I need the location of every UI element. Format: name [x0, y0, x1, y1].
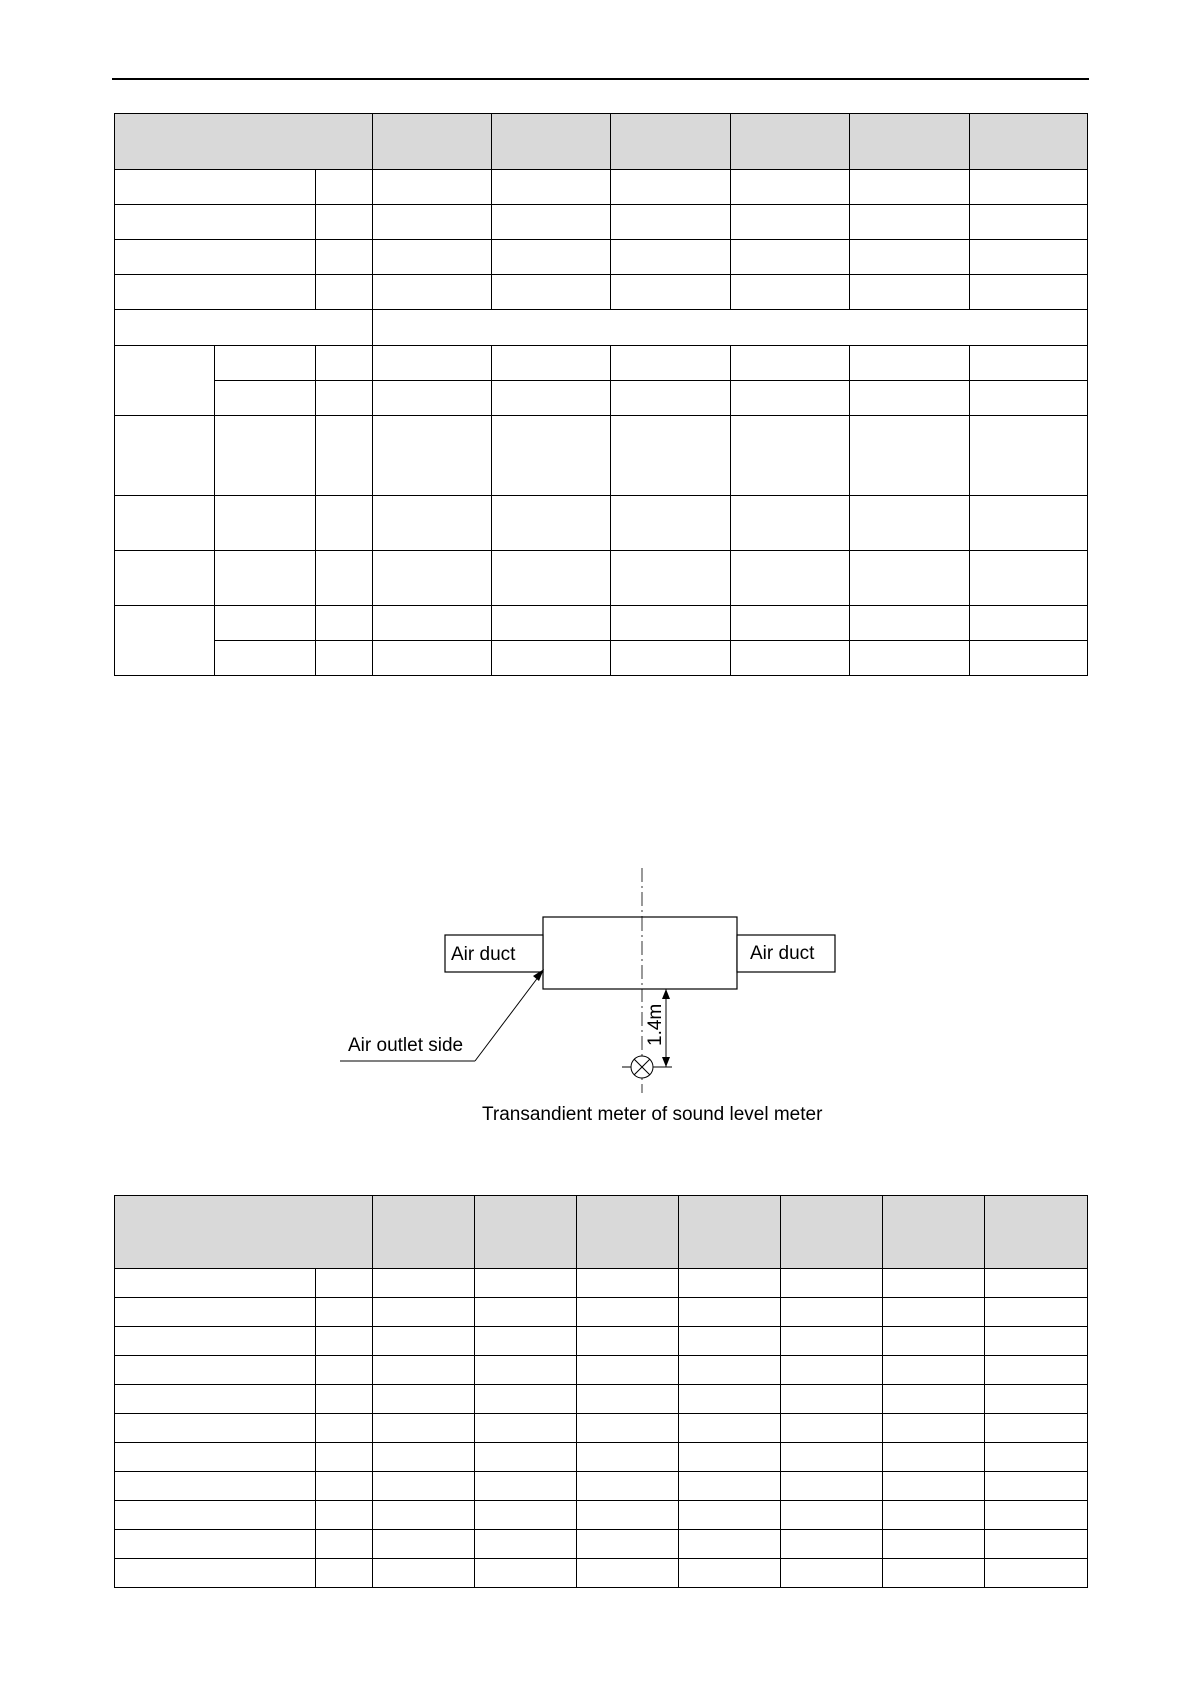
- header-rule: [112, 78, 1089, 80]
- table-row: [115, 1559, 1088, 1588]
- table-row: [115, 1298, 1088, 1327]
- table-row: [115, 1269, 1088, 1298]
- table-row: [115, 1385, 1088, 1414]
- table-row: [115, 1472, 1088, 1501]
- left-duct-label: Air duct: [451, 944, 516, 965]
- indoor-unit-box: [543, 917, 737, 989]
- table-header-row: [115, 114, 1088, 170]
- outlet-leader-diagonal: [475, 972, 542, 1061]
- table-row: [115, 346, 1088, 381]
- right-duct-label: Air duct: [750, 943, 815, 964]
- table-row: [115, 275, 1088, 310]
- table-row: [115, 1501, 1088, 1530]
- outlet-label: Air outlet side: [348, 1035, 464, 1056]
- table-header-row: [115, 1196, 1088, 1269]
- noise-test-diagram: [330, 868, 860, 1138]
- table-row: [115, 551, 1088, 606]
- dimension-arrow-top: [662, 989, 670, 999]
- table-row: [115, 205, 1088, 240]
- table-row: [115, 1530, 1088, 1559]
- table-row: [115, 1327, 1088, 1356]
- diagram-caption: Transandient meter of sound level meter: [482, 1104, 823, 1125]
- table-row: [115, 170, 1088, 205]
- table-row: [115, 240, 1088, 275]
- table-row: [115, 1443, 1088, 1472]
- specification-table-1: [114, 113, 1088, 676]
- specification-table-2: [114, 1195, 1088, 1588]
- table-row: [115, 641, 1088, 676]
- table-row: [115, 1414, 1088, 1443]
- table-row: [115, 310, 1088, 346]
- table-row: [115, 1356, 1088, 1385]
- distance-label: 1.4m: [645, 1003, 666, 1046]
- table-row: [115, 416, 1088, 496]
- sound-level-meter-icon: [631, 1056, 653, 1078]
- dimension-arrow-bottom: [662, 1057, 670, 1067]
- table-row: [115, 381, 1088, 416]
- table-row: [115, 496, 1088, 551]
- table-row: [115, 606, 1088, 641]
